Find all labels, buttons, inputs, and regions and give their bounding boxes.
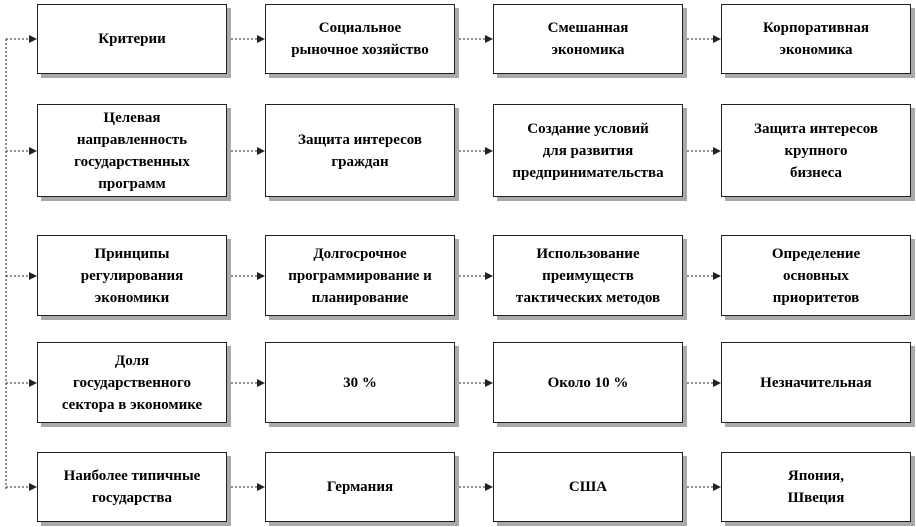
box-criteria-header: [37, 4, 227, 74]
box-regulation-principles: [37, 235, 227, 316]
box-text: Япония, Швеция: [787, 468, 845, 506]
box-mixed-economy-header: [493, 4, 683, 74]
box-corporate-states: [721, 452, 911, 522]
box-text: Доля государственного сектора в экономике: [61, 352, 203, 413]
box-text: 30 %: [343, 374, 377, 391]
box-social-share: [265, 342, 455, 423]
box-text: Защита интересов крупного бизнеса: [754, 120, 878, 181]
box-corporate-economy-header: [721, 4, 911, 74]
box-target-orientation: [37, 104, 227, 197]
box-text: Целевая направленность государственных программ: [74, 109, 190, 192]
box-corporate-principles: [721, 235, 911, 316]
box-text: Наиболее типичные государства: [63, 468, 201, 506]
box-text: Использование преимуществ тактических методов: [515, 245, 661, 306]
box-text: США: [568, 479, 608, 495]
box-corporate-target: [721, 104, 911, 197]
box-text: Защита интересов граждан: [298, 131, 422, 170]
box-mixed-share: [493, 342, 683, 423]
box-social-principles: [265, 235, 455, 316]
box-text: Корпоративная экономика: [763, 20, 869, 58]
box-social-market-header: [265, 4, 455, 74]
box-text: Определение основных приоритетов: [771, 245, 861, 306]
box-corporate-share: [721, 342, 911, 423]
box-mixed-target: [493, 104, 683, 197]
box-text: Германия: [326, 479, 394, 495]
box-text: Смешанная экономика: [547, 20, 629, 58]
box-text: Создание условий для развития предпринимательства: [512, 120, 664, 181]
box-mixed-states: [493, 452, 683, 522]
box-social-states: [265, 452, 455, 522]
box-text: Принципы регулирования экономики: [80, 245, 184, 306]
box-social-target: [265, 104, 455, 197]
box-text: Незначительная: [760, 374, 872, 391]
box-state-sector-share: [37, 342, 227, 423]
box-text: Долгосрочное программирование и планирование: [288, 245, 432, 306]
box-text: Социальное рыночное хозяйство: [291, 20, 429, 58]
box-text: Около 10 %: [547, 374, 629, 391]
box-mixed-principles: [493, 235, 683, 316]
box-text: Критерии: [98, 31, 166, 47]
box-typical-states: [37, 452, 227, 522]
